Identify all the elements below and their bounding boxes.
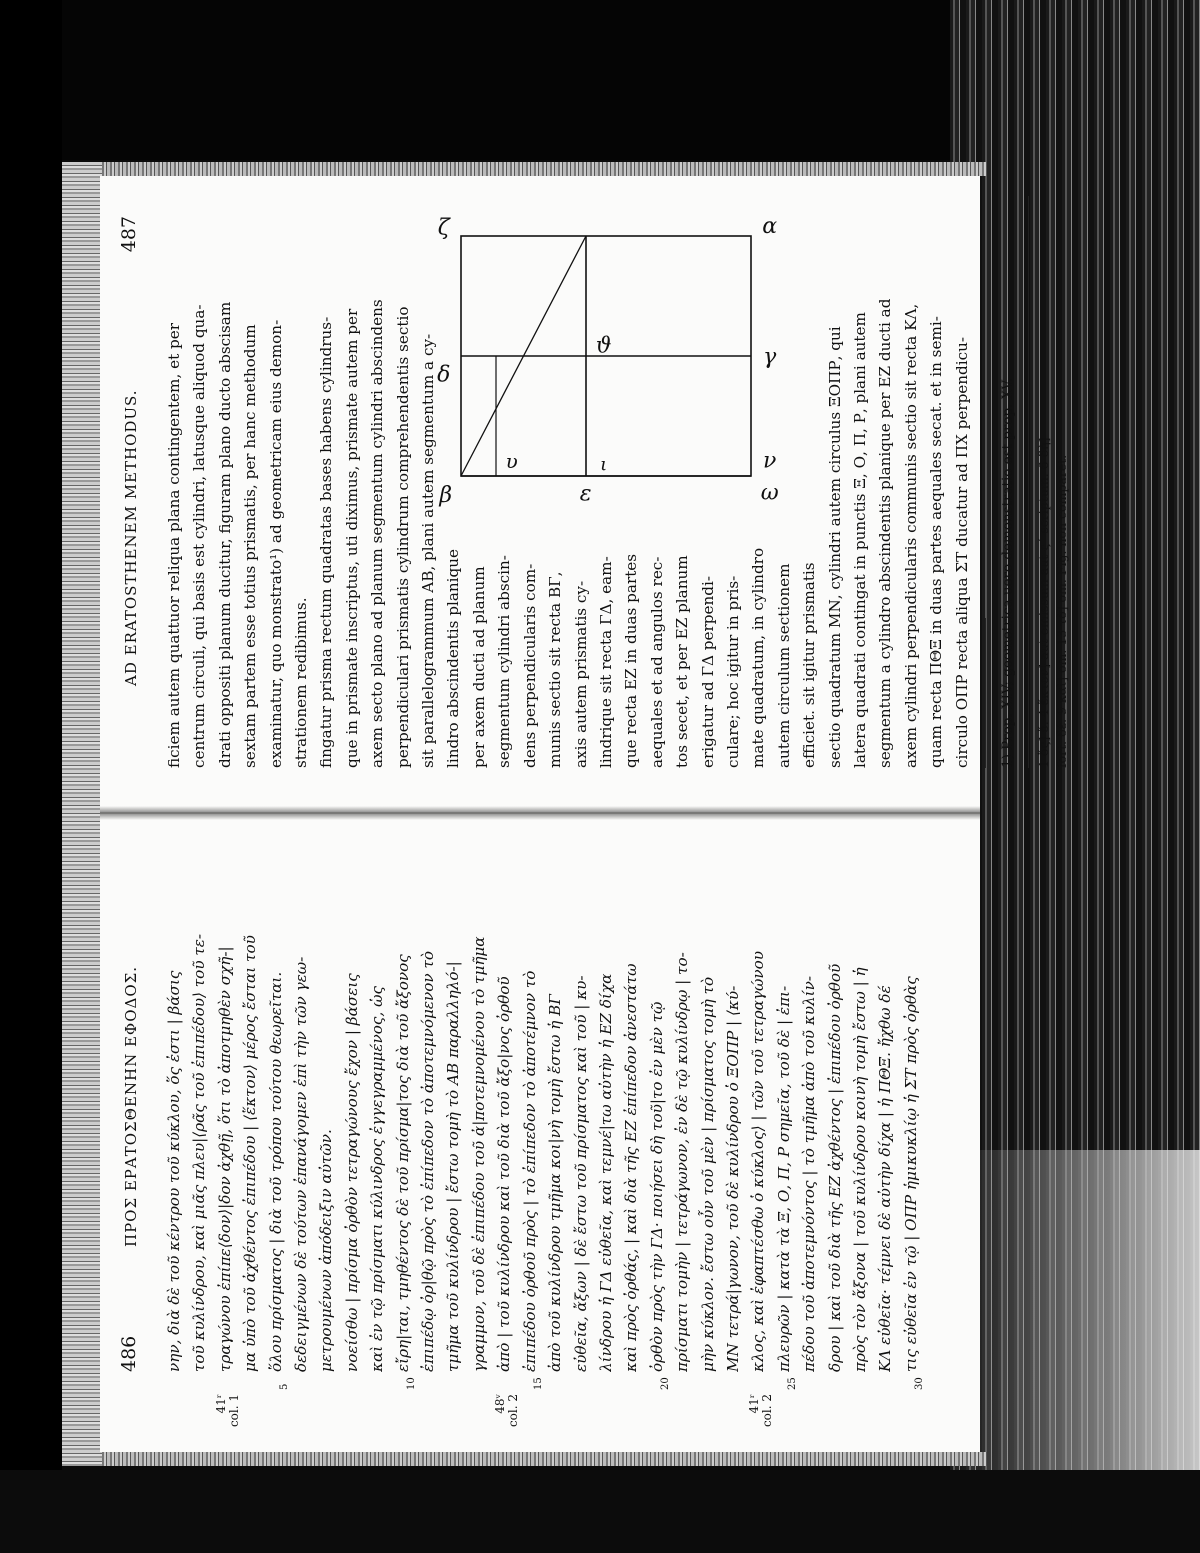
line-number: 10	[405, 1377, 417, 1390]
figure-label-iota: ι	[600, 453, 608, 475]
scan-left-border	[0, 0, 62, 1553]
greek-text-line: δεδειγμένων δὲ τούτων ἐπανάγομεν ἐπὶ τὴν τῶν γεω-	[292, 956, 311, 1372]
figure-label-epsilon: ε	[580, 481, 593, 507]
latin-text-line: que in prismate inscriptus, uti diximus, prismate autem per	[342, 308, 361, 768]
line-number: 15	[532, 1377, 544, 1390]
greek-text-line: τμῆμα τοῦ κυλίνδρου | ἔστω τομὴ τὸ ΑΒ παραλληλό-|	[444, 961, 463, 1372]
latin-text-line: efficiet. sit igitur prismatis	[800, 562, 819, 768]
apparatus-rule	[1028, 196, 1029, 768]
latin-text-line: quam recta ΠΘΞ in duas partes aequales secat. et in semi-	[927, 316, 946, 768]
page-487	[100, 176, 1069, 806]
folio-margin-mark: 41ʳ col. 1	[213, 1394, 241, 1428]
latin-paragraph-top	[162, 196, 441, 768]
latin-text-line: examinatur, quo monstrato¹) ad geometricam eius demon-	[266, 319, 285, 768]
latin-text-body	[162, 196, 1071, 768]
latin-text-line: centrum circuli, qui basis est cylindri, latusque aliquod qua-	[190, 304, 209, 768]
latin-text-line: dens perpendicularis com-	[520, 563, 539, 768]
latin-text-line: circulo ΟΠΡ recta aliqua ΣΤ ducatur ad ΠΧ perpendicu-	[952, 336, 971, 768]
greek-text-line: νην, διὰ δὲ τοῦ κέντρου τοῦ κύκλου, ὅς ἐστι | βάσις	[165, 970, 183, 1372]
folio-margin-mark: 41ʳ col. 2	[747, 1394, 775, 1428]
apparatus-line: 1 ὅς] ὅ. 4 ἕκτον] aut omissum aut ς´ scriptum. 6 δὴ]	[1036, 437, 1051, 768]
line-number: 5	[278, 1383, 290, 1390]
latin-text-line: drati oppositi planum ducitur, figuram plano ducto abscisam	[215, 301, 234, 768]
latin-text-line: ficiem autem quattuor reliqua plana contingentem, et per	[165, 323, 183, 768]
greek-text-line: καὶ πρὸς ὀρθάς, | καὶ διὰ τῆς ΕΖ ἐπίπεδον ἀνεστάτω	[622, 963, 641, 1372]
figure-label-zeta: ζ	[438, 215, 451, 241]
greek-text-body	[162, 860, 925, 1428]
page-number: 487	[118, 216, 140, 253]
latin-text-line: mate quadratum, in cylindro	[749, 547, 768, 768]
greek-text-line: ἐπιπέδου ὀρθοῦ πρὸς | τὸ ἐπίπεδον τὸ ἀποτέμνον τὸ	[520, 970, 539, 1372]
latin-text-line: per axem ducti ad planum	[469, 566, 488, 768]
greek-text-line: τραγώνου ἐπίπε⟨δον⟩|δον ἀχθῇ, ὅτι τὸ ἀποτμηθὲν σχῆ-|	[215, 946, 234, 1372]
greek-text-line: δρου | καὶ τοῦ διὰ τῆς ΕΖ ἀχθέντος | ἐπιπέδου ὀρθοῦ	[825, 963, 844, 1372]
latin-text-line: aequales et ad angulos rec-	[647, 556, 666, 768]
greek-text-line: καὶ ἐν τῷ πρίσματι κύλινδρος ἐγγεγραμμένος, ὡς	[368, 986, 387, 1372]
greek-text-line: ὀρθὸν πρὸς τὴν ΓΔ· ποιήσει δὴ τοῦ|το ἐν μὲν τῷ	[647, 1001, 666, 1372]
book-page-edges-bottom	[62, 1452, 987, 1466]
latin-text-line: sit parallelogrammum ΑΒ, plani autem segmentum a cy-	[419, 333, 438, 768]
latin-text-line: fingatur prisma rectum quadratas bases habens cylindrus-	[317, 316, 336, 768]
latin-text-line: culare; hoc igitur in pris-	[723, 575, 742, 768]
running-head: ΠΡΟΣ ΕΡΑΤΟΣΘΕΝΗΝ ΕΦΟΔΟΣ.	[122, 965, 140, 1247]
latin-text-line: erigatur ad ΓΔ perpendi-	[698, 576, 717, 768]
latin-text-line: axem cylindri perpendicularis communis sectio sit recta ΚΛ,	[901, 303, 920, 768]
greek-text-line: ἀπὸ | τοῦ κυλίνδρου καὶ τοῦ διὰ τοῦ ἄξο|νος ὀρθοῦ	[495, 976, 514, 1372]
latin-text-line: latera quadrati contingat in punctis Ξ, Ο, Π, Ρ, plani autem	[850, 312, 869, 768]
latin-text-line: sectio quadratum ΜΝ, cylindri autem circulus ΞΟΠΡ, qui	[825, 326, 844, 768]
square-diagram-svg	[441, 198, 799, 507]
greek-text-line: μετρουμένων ἀπόδειξιν αὐτῶν.	[317, 1129, 336, 1372]
figure-label-nu: ν	[763, 448, 777, 474]
latin-text-line: segmentum a cylindro abscindentis planique per ΕΖ ducti ad	[876, 298, 895, 768]
figure-label-theta: ϑ	[596, 333, 613, 359]
figure-label-beta: β	[439, 482, 453, 508]
book-spread-paper	[100, 176, 1069, 1452]
greek-text-line: πέδου τοῦ ἀποτεμνόντος | τὸ τμῆμα ἀπὸ τοῦ κυλίν-	[800, 976, 819, 1372]
greek-text-line: πρὸς τὸν ἄξονα | τοῦ κυλίνδρου κοινὴ τομὴ ἔστω | ἡ	[850, 967, 869, 1372]
latin-text-line: segmentum cylindri abscin-	[495, 555, 514, 768]
folio-margin-mark: 48ᵛ col. 2	[493, 1394, 521, 1428]
page-486	[100, 820, 980, 1452]
figure-label-omega: ω	[761, 480, 780, 506]
greek-text-line: ΚΛ εὐθεῖα· τέμνει δὲ αὐτὴν δίχα | ἡ ΠΘΞ. ἤχθω δέ	[876, 985, 895, 1372]
greek-text-line: ἀπὸ τοῦ κυλίνδρου τμῆμα κοι|νὴ τομὴ ἔστω ἡ ΒΓ	[546, 994, 565, 1372]
latin-text-line: lindro abscindentis planique	[444, 548, 463, 768]
latin-text-line: munis sectio sit recta ΒΓ,	[546, 571, 565, 768]
greek-text-line: γραμμον, τοῦ δὲ ἐπιπέδου τοῦ ἀ|ποτεμνομένου τὸ τμῆμα	[469, 936, 488, 1372]
line-number: 30	[913, 1377, 925, 1390]
latin-text-line: tos secet, et per ΕΖ planum	[673, 555, 692, 768]
greek-text-line: τοῦ κυλίνδρου, καὶ μιᾶς πλευ|⟨ρᾶς τοῦ ἐπιπέδου⟩ τοῦ τε-	[190, 933, 209, 1372]
greek-text-line: κλος, καὶ ἐφαπτέσθω ὁ κύκλος⟩ | τῶν τοῦ τετραγώνου	[749, 951, 768, 1372]
greek-text-line: ΜΝ τετρά|γωνον, τοῦ δὲ κυλίνδρου ὁ ΞΟΠΡ | ⟨κύ-	[723, 985, 742, 1372]
greek-text-line: ἐπιπέδῳ ὀρ|θῷ πρὸς τὸ ἐπίπεδον τὸ ἀποτεμνόμενον τὸ	[419, 950, 438, 1372]
figure-label-delta: δ	[437, 362, 451, 388]
latin-text-line: perpendiculari prismatis cylindrum comprehendentis sectio	[393, 306, 412, 768]
geometric-figure	[437, 198, 799, 508]
page-number: 486	[118, 1335, 140, 1372]
latin-paragraph-bottom	[823, 196, 975, 768]
book-gutter	[100, 806, 980, 820]
line-number: 25	[786, 1377, 798, 1390]
greek-text-line: τις εὐθεῖα ἐν τῷ | ΟΠΡ ἡμικυκλίῳ ἡ ΣΤ πρὸς ὀρθὰς	[901, 976, 920, 1372]
greek-text-line: νοείσθω | πρίσμα ὀρθὸν τετραγώνους ἔχον | βάσεις	[342, 973, 361, 1372]
book-spread	[100, 176, 1069, 1452]
latin-text-line: axem secto plano ad planum segmentum cylindri abscindens	[368, 299, 387, 768]
latin-text-line: autem circulum sectionem	[774, 563, 793, 768]
figure-label-alpha: α	[762, 213, 778, 239]
line-number: 20	[659, 1377, 671, 1390]
book-page-edges-head	[62, 162, 102, 1466]
footnote: 1) Prop. XIV; geometrica uero demonstratio est prop. XV.	[1000, 377, 1016, 768]
greek-text-line: πρίσματι τομὴν | τετράγωνον, ἐν δὲ τῷ κυλίνδρῳ | το-	[673, 952, 692, 1372]
figure-label-gamma: γ	[763, 344, 777, 370]
latin-text-line: que recta ΕΖ in duas partes	[622, 553, 641, 768]
book-page-edges-top	[62, 162, 987, 176]
greek-text-line: πλευρῶν | κατὰ τὰ Ξ, Ο, Π, Ρ σημεῖα, τοῦ δὲ | ἐπι-	[774, 985, 793, 1372]
figure-label-upsilon: υ	[506, 449, 519, 474]
greek-text-line: μα ὑπὸ τοῦ ἀχθέντος ἐπιπέδου | ⟨ἕκτον⟩ μέρος ἔσται τοῦ	[241, 935, 260, 1372]
latin-text-line: axis autem prismatis cy-	[571, 580, 590, 768]
latin-text-line: lindrique sit recta ΓΔ, eam-	[596, 556, 615, 768]
latin-text-line: sextam partem esse totius prismatis, per hanc methodum	[241, 324, 260, 768]
running-head: AD ERATOSTHENEM METHODUS.	[122, 389, 140, 686]
greek-text-line: λίνδρου ἡ ΓΔ εὐθεῖα, καὶ τεμνέ|τω αὐτὴν ἡ ΕΖ δίχα	[596, 973, 615, 1372]
greek-text-line: εὐθεῖα, ἄξων | δὲ ἔστω τοῦ πρίσματος καὶ τοῦ | κυ-	[571, 975, 590, 1372]
critical-apparatus	[1035, 196, 1071, 768]
greek-text-line: εἴρη|ται, τμηθέντος δὲ τοῦ πρίσμα|τος διὰ τοῦ ἄξονος	[393, 954, 412, 1372]
greek-text-line: ὅλου πρίσματος | διὰ τοῦ τρόπου τούτου θεωρεῖται.	[266, 971, 285, 1372]
scan-bottom-border	[0, 1470, 1200, 1553]
latin-text-line: strationem redibimus.	[292, 597, 311, 768]
apparatus-line: fort. δέ. 9 καὶ] om. 13 τὸ] om. Fig. non comparet.	[1054, 454, 1069, 768]
greek-text-line: μὴν κύκλον. ἔστω οὖν τοῦ μὲν | πρίσματος τομὴ τὸ	[698, 976, 717, 1372]
footnote-rule	[985, 618, 986, 768]
